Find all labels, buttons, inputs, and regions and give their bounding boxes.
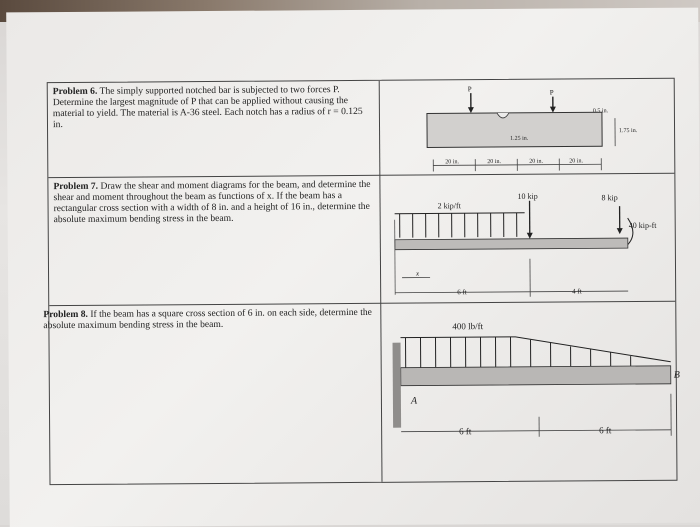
figure-6-notched-bar	[379, 80, 675, 178]
dist-load-8-arrows	[405, 336, 630, 368]
span-label-3: 20 in.	[529, 159, 543, 165]
span-7-1: 6 ft	[457, 288, 467, 296]
span-dim-line-8	[401, 430, 671, 432]
x-label: x	[415, 270, 420, 278]
support-a-label: A	[410, 396, 418, 407]
problem-8-title: Problem 8.	[43, 309, 88, 320]
load-label-right: P	[550, 89, 554, 97]
dist-load-8-label: 400 lb/ft	[452, 321, 483, 331]
figure-8-cantilever	[380, 306, 681, 448]
fixed-support-line	[395, 220, 396, 295]
problem-6-title: Problem 6.	[53, 86, 98, 97]
dist-load-arrows	[400, 213, 517, 238]
problem-7-text	[53, 179, 371, 225]
problem-7-body: Draw the shear and moment diagrams for the beam, and determine the shear and moment throughout the beam as functions of x. If the beam has a rectangular cross section with a width of 8 in. and a height of 16 in., determine the absolute maximum bending stress in the beam.	[53, 179, 370, 225]
span-8-1: 6 ft	[459, 426, 472, 436]
problem-6-body: The simply supported notched bar is subjected to two forces P. Determine the largest magnitude of P that can be applied without causing the material to yield. The material is A-36 steel. Each notch has a radius of r = 0.125 in.	[53, 84, 363, 130]
dist-load-8-profile	[400, 336, 670, 364]
moment-label: 40 kip-ft	[629, 221, 658, 230]
beam-8	[401, 366, 671, 386]
point-load-1-head	[527, 233, 533, 239]
load-arrow-right-head	[550, 107, 556, 113]
wall-support	[393, 343, 402, 428]
paper-sheet	[6, 8, 700, 527]
dim-notch: 1.25 in.	[510, 136, 529, 142]
problem-8-body: If the beam has a square cross section of 6 in. on each side, determine the absolute maximum bending stress in the beam.	[43, 307, 372, 331]
problem-6-text	[53, 84, 371, 130]
span-label-4: 20 in.	[569, 158, 583, 164]
dim-top: 0.5 in.	[593, 108, 609, 114]
problem-7-title: Problem 7.	[53, 181, 98, 192]
end-b-label: B	[674, 370, 680, 381]
point-load-2-head	[617, 228, 623, 234]
point-load-1-label: 10 kip	[517, 192, 537, 201]
span-8-2: 6 ft	[599, 425, 612, 435]
span-7-2: 4 ft	[572, 287, 582, 295]
figure-7-beam	[379, 178, 680, 305]
point-load-2-label: 8 kip	[601, 193, 617, 202]
notched-bar	[427, 112, 602, 147]
dist-load-line	[395, 213, 525, 214]
dist-load-label: 2 kip/ft	[438, 201, 462, 210]
span-label-1: 20 in.	[445, 159, 459, 165]
beam-7	[395, 238, 628, 250]
problem-8-text	[43, 307, 373, 331]
load-arrow-left-head	[468, 107, 474, 113]
dim-right: 1.75 in.	[619, 128, 638, 134]
load-label-left: P	[468, 85, 472, 93]
span-dim-line-7	[395, 291, 628, 293]
span-label-2: 20 in.	[487, 159, 501, 165]
